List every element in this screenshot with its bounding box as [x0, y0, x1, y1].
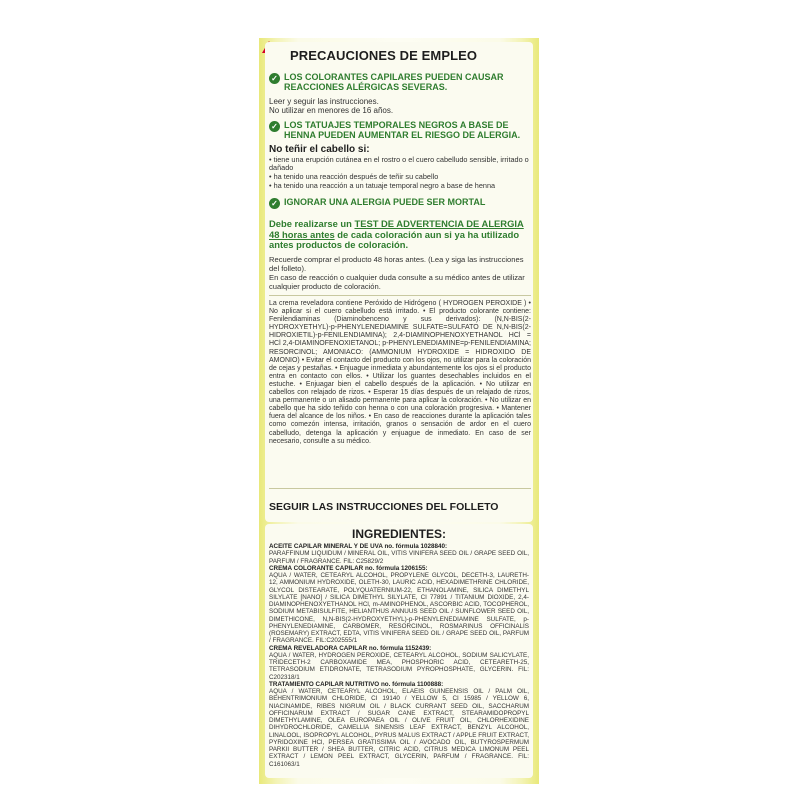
follow-instructions: SEGUIR LAS INSTRUCCIONES DEL FOLLETO [269, 501, 499, 513]
remember-note: Recuerde comprar el producto 48 horas antes. (Lea y siga las instrucciones del folleto). [269, 255, 524, 273]
read-instructions: Leer y seguir las instrucciones. [269, 97, 379, 106]
oil-formula-heading: ACEITE CAPILAR MINERAL Y DE UVA no. fórmula 1028840: [269, 543, 448, 550]
package-panel [259, 38, 539, 784]
no-dye-item: • ha tenido una reacción a un tatuaje temporal negro a base de henna [269, 181, 496, 190]
treatment-text: AQUA / WATER, CETEARYL ALCOHOL, ELAEIS GUINEENSIS OIL / PALM OIL, BEHENTRIMONIUM CHLORIDE, CI 19140 / YELLOW 5, CI 15985 / YELLOW 6, NIACINAMIDE, RIBES NIGRUM OIL / BLACK CURRANT SEED OIL, SACCHARUM OFFICINARUM EXTRACT / SUGAR CANE EXTRACT, STEARAMIDOPROPYL DIMETHYLAMINE, OLEA EUROPAEA OIL / OLIVE FRUIT OIL, CHLORHEXIDINE DIHYDROCHLORIDE, CAMELLIA SINENSIS LEAF EXTRACT, BENZYL ALCOHOL, LINALOOL, ISOPROPYL ALCOHOL, PYRUS MALUS EXTRACT / APPLE FRUIT EXTRACT, PYRIDOXINE HCl, PERSEA GRATISSIMA OIL / AVOCADO OIL, BUTYROSPERMUM PARKII BUTTER / SHEA BUTTER, CITRIC ACID, CITRUS MEDICA LIMONUM PEEL EXTRACT / LEMON PEEL EXTRACT, GLYCERIN, PARFUM / FRAGRANCE. FIL: C161063/1 [269, 688, 529, 768]
allergy-test-notice: Debe realizarse un TEST DE ADVERTENCIA DE ALERGIA 48 horas antes de cada coloración aun si ya ha utilizado antes productos de coloración. [269, 218, 524, 250]
check-circle-icon: ✓ [269, 121, 280, 132]
color-cream-heading: CREMA COLORANTE CAPILAR no. fórmula 1206155: [269, 564, 428, 572]
developer-cream-text: AQUA / WATER, HYDROGEN PEROXIDE, CETEARYL ALCOHOL, SODIUM SALICYLATE, TRIDECETH-2 CARBOXAMIDE MEA, PHOSPHORIC ACID, CETEARETH-25, TETRASODIUM ETIDRONATE, TETRASODIUM PYROPHOSPHATE, GLYCERIN. FIL: C202318/1 [269, 651, 529, 681]
no-dye-item: • ha tenido una reacción después de teñir su cabello [269, 172, 439, 181]
cream-warnings-text: La crema reveladora contiene Peróxido de Hidrógeno ( HYDROGEN PEROXIDE ) • No aplicar si el cuero cabelludo está irritado. • El producto colorante contiene: Fenilendiaminas (Diaminobenceno y sus derivados): (N,N-BIS(2-HYDROXYETHYL)-p-PHENYLENEDIAMINE SULFATE=SULFATO DE N,N-BIS(2-HIDROXIETIL)-p-FENILENDIAMINA); 2,4-DIAMINOPHENOXYETHANOL HCl = HCl 2,4-DIAMINOFENOXIETANOL; p-PHENYLENEDIAMINE=p-FENILENDIAMINA; RESORCINOL; AMONIACO: (AMMONIUM HYDROXIDE = HIDROXIDO DE AMONIO) • Evitar el contacto del producto con los ojos, no utilizar para la coloración de cejas y pestañas. • Enjuague inmediata y abundantemente los ojos si el producto entra en contacto con ellos. • Utilizar los guantes desechables incluidos en el estuche. • Enjuagar bien el cabello después de la aplicación. • No utilizar en cabellos con relajado de rizos. • Esperar 15 días después de un relajado de rizos, una permanente o un alisado permanente para aplicar la coloración. • No utilizar en cabello que ha sido teñido con henna o con una coloración progresiva. • Mantener fuera del alcance de los niños. • En caso de reacciones durante la aplicación tales como comezón intensa, irritación, granos o sensación de ardor en el cuero cabelludo, detenga la aplicación y enjuague de inmediato. En caso de ser necesario, consulte a su médico. [269, 300, 531, 445]
divider [269, 295, 531, 296]
color-cream-text: AQUA / WATER, CETEARYL ALCOHOL, PROPYLENE GLYCOL, DECETH-3, LAURETH-12, AMMONIUM HYDROXIDE, OLETH-30, LAURIC ACID, HEXADIMETHRINE CHLORIDE, GLYCOL DISTEARATE, POLYQUATERNIUM-22, ETHANOLAMINE, SILICA DIMETHYL SILYLATE [NANO] / SILICA DIMETHYL SILYLATE, CI 77891 / TITANIUM DIOXIDE, 2,4-DIAMINOPHENOXYETHANOL HCl, m-AMINOPHENOL, ASCORBIC ACID, TOCOPHEROL, SODIUM METABISULFITE, HELIANTHUS ANNUUS SEED OIL / SUNFLOWER SEED OIL, DIMETHICONE, N,N-BIS(2-HYDROXYETHYL)-p-PHENYLENEDIAMINE SULFATE, p-PHENYLENEDIAMINE, CARBOMER, RESORCINOL, ROSMARINUS OFFICINALIS (ROSEMARY) EXTRACT, EDTA, VITIS VINIFERA SEED OIL / GRAPE SEED OIL, PARFUM / FRAGRANCE. FIL:C202555/1 [269, 572, 529, 645]
ingredients-title: INGREDIENTES: [351, 527, 446, 541]
ingredients-section [265, 524, 533, 778]
allergy-warning: ✓ LOS COLORANTES CAPILARES PUEDEN CAUSAR REACCIONES ALÉRGICAS SEVERAS. [269, 72, 529, 92]
no-dye-item: • tiene una erupción cutánea en el rostro o el cuero cabelludo sensible, irritado o dañado [269, 155, 529, 173]
check-circle-icon: ✓ [269, 198, 280, 209]
ignore-allergy-warning: ✓ IGNORAR UNA ALERGIA PUEDE SER MORTAL [269, 197, 529, 209]
precautions-title: PRECAUCIONES DE EMPLEO [290, 48, 478, 63]
oil-formula-text: PARAFFINUM LIQUIDUM / MINERAL OIL, VITIS VINIFERA SEED OIL / GRAPE SEED OIL, PARFUM / FRAGRANCE. FIL: C25829/2 [269, 550, 529, 565]
precautions-section [265, 42, 533, 522]
check-circle-icon: ✓ [269, 73, 280, 84]
divider [269, 488, 531, 489]
treatment-heading: TRATAMIENTO CAPILAR NUTRITIVO no. fórmula 1100888: [269, 680, 444, 688]
consult-note: En caso de reacción o cualquier duda consulte a su médico antes de utilizar cualquier producto de coloración. [269, 273, 525, 291]
developer-cream-heading: CREMA REVELADORA CAPILAR no. fórmula 1152439: [269, 644, 432, 652]
tattoo-warning: ✓ LOS TATUAJES TEMPORALES NEGROS A BASE DE HENNA PUEDEN AUMENTAR EL RIESGO DE ALERGIA. [269, 120, 529, 140]
age-restriction: No utilizar en menores de 16 años. [269, 106, 394, 115]
ingredients-list [269, 543, 529, 768]
no-dye-heading: No teñir el cabello si: [269, 144, 370, 155]
